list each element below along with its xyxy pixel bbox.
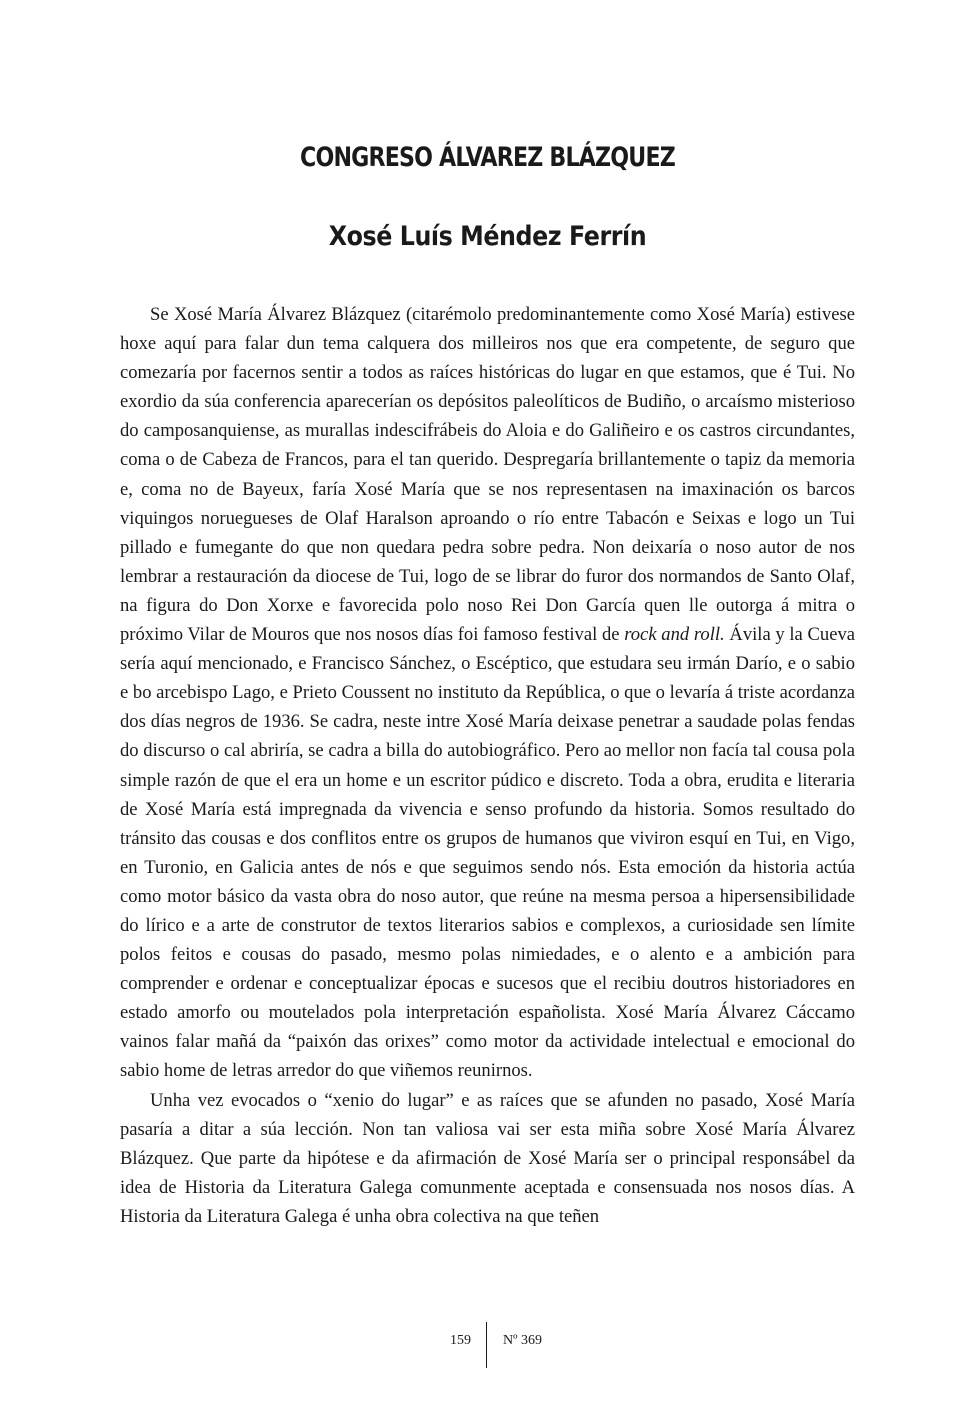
article-title: CONGRESO ÁLVAREZ BLÁZQUEZ [300, 142, 675, 173]
paragraph-text: Ávila y la Cueva sería aquí mencionado, e Francisco Sánchez, o Escéptico, que estudara seu irmán Darío, e o sabio e bo arcebispo Lago, e Prieto Coussent no instituto da República, o que o levaría á triste acordanza dos días negros de 1936. Se cadra, neste intre Xosé María deixase penetrar a saudade polas fendas do discurso o cal abriría, se cadra a billa do autobiográfico. Pero ao mellor non facía tal cousa pola simple razón de que el era un home e un escritor púdico e discreto. Toda a obra, erudita e literaria de Xosé María está impregnada da vivencia e senso profundo da historia. Somos resultado do tránsito das cousas e dos conflitos entre os grupos de humanos que viviron esquí en Tui, en Vigo, en Turonio, en Galicia antes de nós e que seguimos sendo nós. Esta emoción da historia actúa como motor básico da vasta obra do noso autor, que reúne na mesma persoa a hipersensibilidade do lírico e a arte de construtor de textos literarios sabios e complexos, a curiosidade sen límite polos feitos e cousas do pasado, mesmo polas nimiedades, e o alento e a ambición para comprender e ordenar e conceptualizar épocas e sucesos que el recibiu doutros historiadores en estado amorfo ou moutelados pola interpretación españolista. Xosé María Álvarez Cáccamo vainos falar mañá da “paixón das orixes” como motor da actividade intelectual e emocional do sabio home de letras arredor do que viñemos reunirnos. [120, 624, 856, 1082]
page-number: 159 [450, 1333, 471, 1348]
article-body [120, 300, 855, 1231]
paragraph-emphasis: rock and roll. [624, 624, 725, 646]
paragraph [120, 1086, 855, 1231]
article-author: Xosé Luís Méndez Ferrín [328, 221, 647, 252]
paragraph [120, 300, 855, 1086]
paragraph-text: Unha vez evocados o “xenio do lugar” e as raíces que se afunden no pasado, Xosé María pasaría a ditar a súa lección. Non tan valiosa vai ser esta miña sobre Xosé María Álvarez Blázquez. Que parte da hipótese e da afirmación de Xosé María ser o principal responsábel da idea de Historia da Literatura Galega comunmente aceptada e consensuada nos nosos días. A Historia da Literatura Galega é unha obra colectiva na que teñen [120, 1089, 855, 1227]
paragraph-text: Se Xosé María Álvarez Blázquez (citarémolo predominantemente como Xosé María) estivese hoxe aquí para falar dun tema calquera dos milleiros nos que era competente, de seguro que comezaría por facernos sentir a todos as raíces históricas do lugar en que estamos, que é Tui. No exordio da súa conferencia aparecerían os depósitos paleolíticos de Budiño, o arcaísmo misterioso do camposanquiense, as murallas indescifrábeis do Aloia e do Galiñeiro e os castros circundantes, coma o de Cabeza de Francos, para el tan querido. Despregaría brillantemente o tapiz da memoria e, coma no de Bayeux, faría Xosé María que se nos representasen na imaxinación os barcos viquingos noruegueses de Olaf Haralson aproando o río entre Tabacón e Seixas e logo un Tui pillado e fumegante do que non quedara pedra sobre pedra. Non deixaría o noso autor de nos lembrar a restauración da diocese de Tui, logo de se librar do furor dos normandos de Santo Olaf, na figura do Don Xorxe e favorecida polo noso Rei Don García quen lle outorga á mitra o próximo Vilar de Mouros que nos nosos días foi famoso festival de [120, 304, 855, 646]
issue-number: Nº 369 [503, 1333, 542, 1348]
footer-divider [486, 1322, 487, 1368]
page-footer [0, 1322, 975, 1368]
